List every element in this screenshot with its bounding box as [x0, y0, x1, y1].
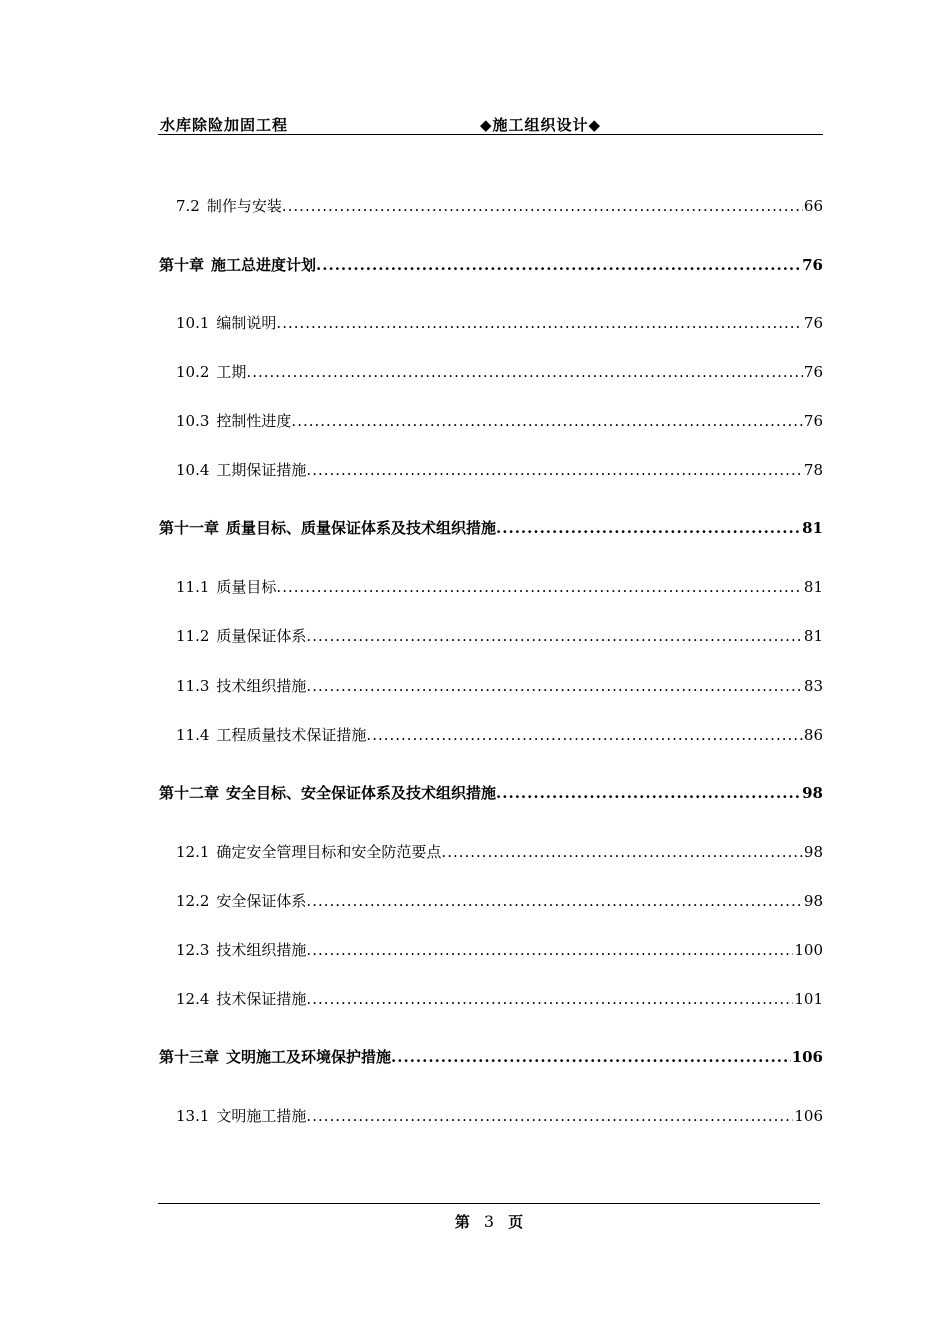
toc-section-entry[interactable]: [176, 459, 823, 481]
toc-entry-page: 83: [803, 677, 823, 695]
footer-suffix: 页: [508, 1213, 524, 1231]
toc-entry-number: 第十一章: [159, 519, 220, 537]
toc-dot-leader: [441, 841, 802, 863]
toc-dot-leader: [391, 1046, 791, 1068]
toc-entry-title: 工期保证措施: [216, 461, 307, 479]
toc-dot-leader: [306, 988, 793, 1010]
toc-dot-leader: [282, 195, 803, 217]
toc-dot-leader: [276, 312, 802, 334]
toc-entry-title: 安全目标、安全保证体系及技术组织措施: [226, 784, 497, 802]
toc-entry-number: 13.1: [176, 1107, 210, 1125]
toc-entry-page: 106: [791, 1048, 823, 1066]
footer-prefix: 第: [454, 1213, 470, 1231]
toc-entry-title: 制作与安装: [206, 197, 282, 215]
toc-entry-page: 101: [794, 990, 823, 1008]
toc-entry-number: 12.3: [176, 941, 210, 959]
toc-entry-page: 86: [803, 726, 823, 744]
toc-entry-number: 第十章: [159, 256, 205, 274]
toc-entry-number: 11.1: [176, 578, 210, 596]
toc-entry-page: 81: [802, 519, 823, 537]
toc-entry-title: 编制说明: [216, 314, 277, 332]
toc-dot-leader: [306, 675, 802, 697]
toc-chapter-entry[interactable]: [159, 517, 823, 539]
toc-entry-page: 76: [803, 314, 823, 332]
toc-chapter-entry[interactable]: [159, 254, 823, 276]
toc-section-entry[interactable]: [176, 625, 823, 647]
toc-dot-leader: [306, 890, 802, 912]
toc-section-entry[interactable]: [176, 939, 823, 961]
toc-entry-title: 技术组织措施: [216, 941, 307, 959]
toc-dot-leader: [496, 782, 801, 804]
toc-dot-leader: [306, 625, 802, 647]
toc-dot-leader: [306, 1105, 793, 1127]
toc-entry-number: 第十三章: [159, 1048, 220, 1066]
toc-section-entry[interactable]: [176, 1105, 823, 1127]
toc-entry-number: 11.3: [176, 677, 210, 695]
toc-entry-title: 技术组织措施: [216, 677, 307, 695]
toc-dot-leader: [316, 254, 801, 276]
toc-dot-leader: [496, 517, 801, 539]
toc-entry-title: 质量目标: [216, 578, 277, 596]
toc-entry-page: 100: [794, 941, 823, 959]
toc-section-entry[interactable]: [176, 195, 823, 217]
toc-entry-title: 确定安全管理目标和安全防范要点: [216, 843, 442, 861]
toc-entry-page: 76: [803, 412, 823, 430]
toc-entry-page: 78: [803, 461, 823, 479]
header-document-title: ◆施工组织设计◆: [480, 116, 602, 134]
toc-entry-number: 11.4: [176, 726, 210, 744]
toc-section-entry[interactable]: [176, 841, 823, 863]
toc-entry-page: 98: [803, 843, 823, 861]
toc-section-entry[interactable]: [176, 890, 823, 912]
toc-entry-title: 工期: [216, 363, 247, 381]
toc-entry-page: 76: [803, 363, 823, 381]
toc-dot-leader: [306, 939, 793, 961]
toc-section-entry[interactable]: [176, 312, 823, 334]
toc-entry-number: 10.2: [176, 363, 210, 381]
toc-entry-title: 控制性进度: [216, 412, 292, 430]
toc-entry-number: 12.1: [176, 843, 210, 861]
toc-dot-leader: [276, 576, 802, 598]
toc-dot-leader: [306, 459, 802, 481]
toc-entry-number: 10.3: [176, 412, 210, 430]
toc-entry-title: 工程质量技术保证措施: [216, 726, 367, 744]
toc-dot-leader: [246, 361, 802, 383]
toc-section-entry[interactable]: [176, 988, 823, 1010]
toc-entry-page: 98: [803, 892, 823, 910]
toc-entry-number: 10.1: [176, 314, 210, 332]
toc-section-entry[interactable]: [176, 724, 823, 746]
toc-entry-title: 文明施工措施: [216, 1107, 307, 1125]
toc-chapter-entry[interactable]: [159, 1046, 823, 1068]
toc-entry-title: 文明施工及环境保护措施: [226, 1048, 392, 1066]
toc-section-entry[interactable]: [176, 576, 823, 598]
header-project-title: 水库除险加固工程: [160, 116, 289, 134]
toc-entry-number: 12.4: [176, 990, 210, 1008]
toc-chapter-entry[interactable]: [159, 782, 823, 804]
toc-dot-leader: [291, 410, 802, 432]
toc-entry-number: 10.4: [176, 461, 210, 479]
toc-entry-page: 66: [803, 197, 823, 215]
toc-entry-page: 81: [803, 627, 823, 645]
toc-dot-leader: [366, 724, 802, 746]
toc-entry-title: 质量目标、质量保证体系及技术组织措施: [226, 519, 497, 537]
toc-section-entry[interactable]: [176, 410, 823, 432]
toc-entry-title: 质量保证体系: [216, 627, 307, 645]
footer-page-number: 3: [483, 1212, 495, 1231]
toc-entry-page: 76: [802, 256, 823, 274]
page-header: [158, 112, 823, 135]
toc-entry-number: 12.2: [176, 892, 210, 910]
toc-entry-title: 安全保证体系: [216, 892, 307, 910]
toc-entry-title: 施工总进度计划: [211, 256, 317, 274]
footer-divider: [158, 1203, 820, 1204]
toc-section-entry[interactable]: [176, 675, 823, 697]
page-footer: [158, 1211, 820, 1232]
toc-entry-number: 7.2: [176, 197, 200, 215]
toc-entry-number: 11.2: [176, 627, 210, 645]
toc-entry-number: 第十二章: [159, 784, 220, 802]
toc-entry-title: 技术保证措施: [216, 990, 307, 1008]
toc-entry-page: 106: [794, 1107, 823, 1125]
toc-section-entry[interactable]: [176, 361, 823, 383]
toc-entry-page: 98: [802, 784, 823, 802]
toc-entry-page: 81: [803, 578, 823, 596]
